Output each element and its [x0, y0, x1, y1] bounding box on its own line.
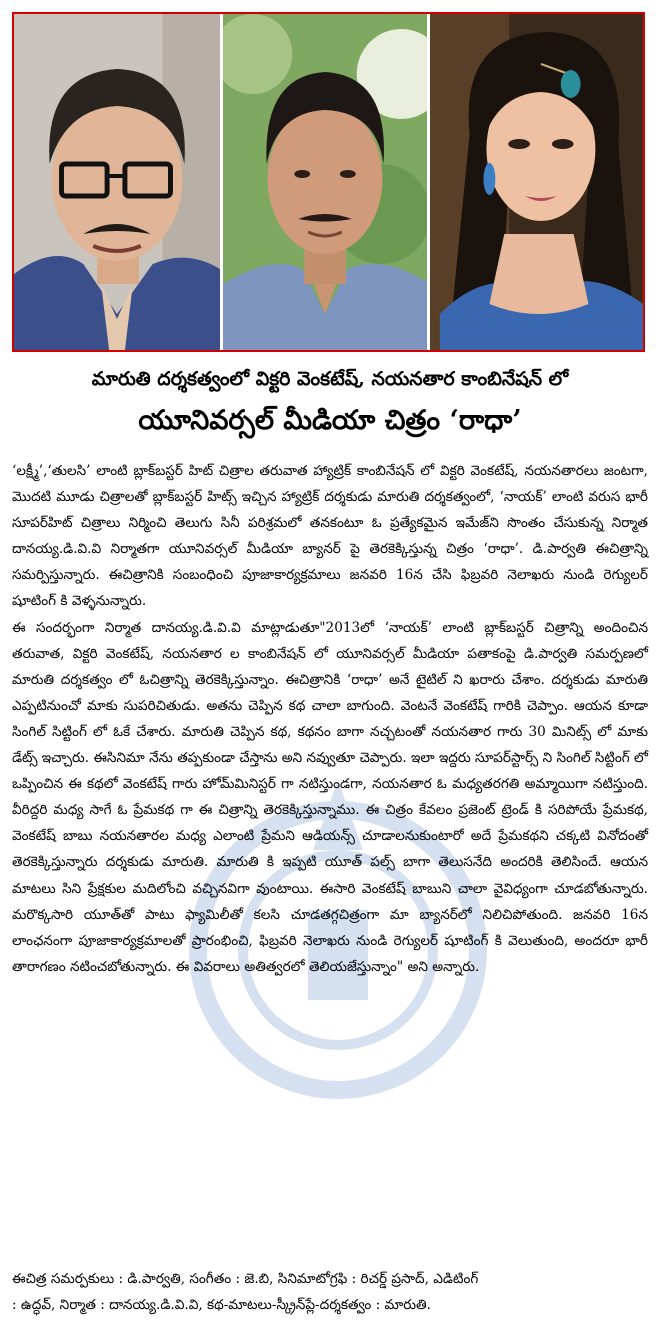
- headline-title: యూనివర్సల్ మీడియా చిత్రం ‘రాధా’: [138, 405, 522, 436]
- nayanthara-photo: [427, 14, 643, 350]
- credits-line-1: ఈచిత్ర సమర్పకులు : డి.పార్వతి, సంగీతం : జె.బి, సినిమాటోగ్రఫి : రిచర్డ్ ప్రసాద్, ఎడిటింగ్: [12, 1271, 479, 1287]
- venkatesh-photo: [14, 14, 220, 350]
- maruthi-photo: [220, 14, 427, 350]
- article-paragraph-2: ఈ సందర్భంగా నిర్మాత దానయ్య.డి.వి.వి మాట్లాడుతూ"2013లో ‘నాయక్’ లాంటి బ్లాక్‌బస్టర్ చిత్రాన్ని అందించిన తరువాత, విక్టరి వెంకటేష్, నయనతార ల కాంబినేషన్ లో యూనివర్సల్ మీడియా పతాకంపై డి.పార్వతి సమర్పణలో మారుతి దర్శకత్వం లో ఓచిత్రాన్ని తెరకెక్కిస్తున్నాం. ఈచిత్రానికి ‘రాధా’ అనే టైటిల్ ని ఖరారు చేశాం. దర్శకుడు మారుతి ఎప్పటినుంచో మాకు సుపరిచితుడు. అతను చెప్పిన కథ చాలా బాగుంది. వెంటనే వెంకటేష్ గారికి చెప్పాం. ఆయన కూడా సింగిల్ సిట్టింగ్ లో ఓకే చేశారు. మారుతి చెప్పిన కథ, కథనం బాగా నచ్చటంతో నయనతార గారు 30 మినిట్స్ లో మాకు డేట్స్ ఇచ్చారు. ఈసినిమా నేను తప్పకుండా చేస్తాను అని నవ్వుతూ చెప్పారు. ఇలా ఇద్దరు సూపర్‌స్టార్స్ ని సింగిల్ సిట్టింగ్ లో ఒప్పించిన ఈ కథలో వెంకటేష్ గారు హోమ్‌మినిస్టర్ గా నటిస్తుండగా, నయనతార ఓ మధ్యతరగతి అమ్మాయిగా నటిస్తుంది. వీరిద్దరి మధ్య సాగే ఓ ప్రేమకథ గా ఈ చిత్రాన్ని తెరకెక్కిస్తున్నాము. ఈ చిత్రం కేవలం ప్రజెంట్ ట్రెండ్ కి సరిపోయే ప్రేమకథ, వెంకటేష్ బాబు నయనతారల మధ్య ఎలాంటి ప్రేమని ఆడియన్స్ చూడాలనుకుంటారో అదే ప్రేమకథని చక్కటి వినోదంతో తెరకెక్కిస్తున్నారు దర్శకుడు మారుతి. మారుతి కి ఇప్పటి యూత్ పల్స్ బాగా తెలుసనేది అందరికి తెలిసిందే. ఆయన మాటలు సిని ప్రేక్షకుల మదిలోంచి వచ్చినవిగా వుంటాయి. ఈసారి వెంకటేష్ బాబుని చాలా వైవిధ్యంగా చూడబోతున్నారు. మరొక్కసారి యూత్‌తో పాటు ఫ్యామిలీతో కలసి చూడతగ్గచిత్రంగా మా బ్యానర్‌లో నిలిచిపోతుంది. జనవరి 16న లాంఛనంగా పూజాకార్యక్రమాలతో ప్రారంభించి, ఫిబ్రవరి నెలాఖరు నుండి రెగ్యులర్ షూటింగ్ కి వెలుతుంది, అందరూ భారీ తారాగణం నటించబోతున్నారు. ఈ వివరాలు అతిత్వరలో తెలియజేస్తున్నాం" అని అన్నారు.: [12, 619, 648, 975]
- article-body: [12, 458, 648, 980]
- headline-subtitle: మారుతి దర్శకత్వంలో విక్టరి వెంకటేష్, నయనతార కాంబినేషన్ లో: [91, 368, 569, 390]
- photo-strip: [12, 12, 645, 352]
- credits: [12, 1266, 648, 1318]
- credits-line-2: : ఉద్ధవ్, నిర్మాత : దానయ్య.డి.వి.వి, కథ-మాటలు-స్క్రీన్‌ప్లే-దర్శకత్వం : మారుతి.: [12, 1297, 431, 1313]
- article-paragraph-1: ‘లక్ష్మీ’,‘తులసి’ లాంటి బ్లాక్‌బస్టర్ హిట్ చిత్రాల తరువాత హ్యాట్రిక్ కాంబినేషన్ లో విక్టరి వెంకటేష్, నయనతారలు జంటగా, మొదటి మూడు చిత్రాలతో బ్లాక్‌బస్టర్ హిట్స్ ఇచ్చిన హ్యాట్రిక్ దర్శకుడు మారుతి దర్శకత్వంలో, ‘నాయక్’ లాంటి వరుస భారీ సూపర్‌హిట్ చిత్రాలు నిర్మించి తెలుగు సినీ పరిశ్రమలో తనకంటూ ఓ ప్రత్యేకమైన ఇమేజ్‌ని సొంతం చేసుకున్న నిర్మాత దానయ్య.డి.వి.వి నిర్మాతగా యూనివర్సల్ మీడియా బ్యానర్ పై తెరకెక్కిస్తున్న చిత్రం ‘రాధా’. డి.పార్వతి ఈచిత్రాన్ని సమర్పిస్తున్నారు. ఈచిత్రానికి సంబంధించి పూజాకార్యక్రమాలు జనవరి 16న చేసి ఫిబ్రవరి నెలాఖరు నుండి రెగ్యులర్ షూటింగ్ కి వెళ్ళనున్నారు.: [12, 463, 648, 610]
